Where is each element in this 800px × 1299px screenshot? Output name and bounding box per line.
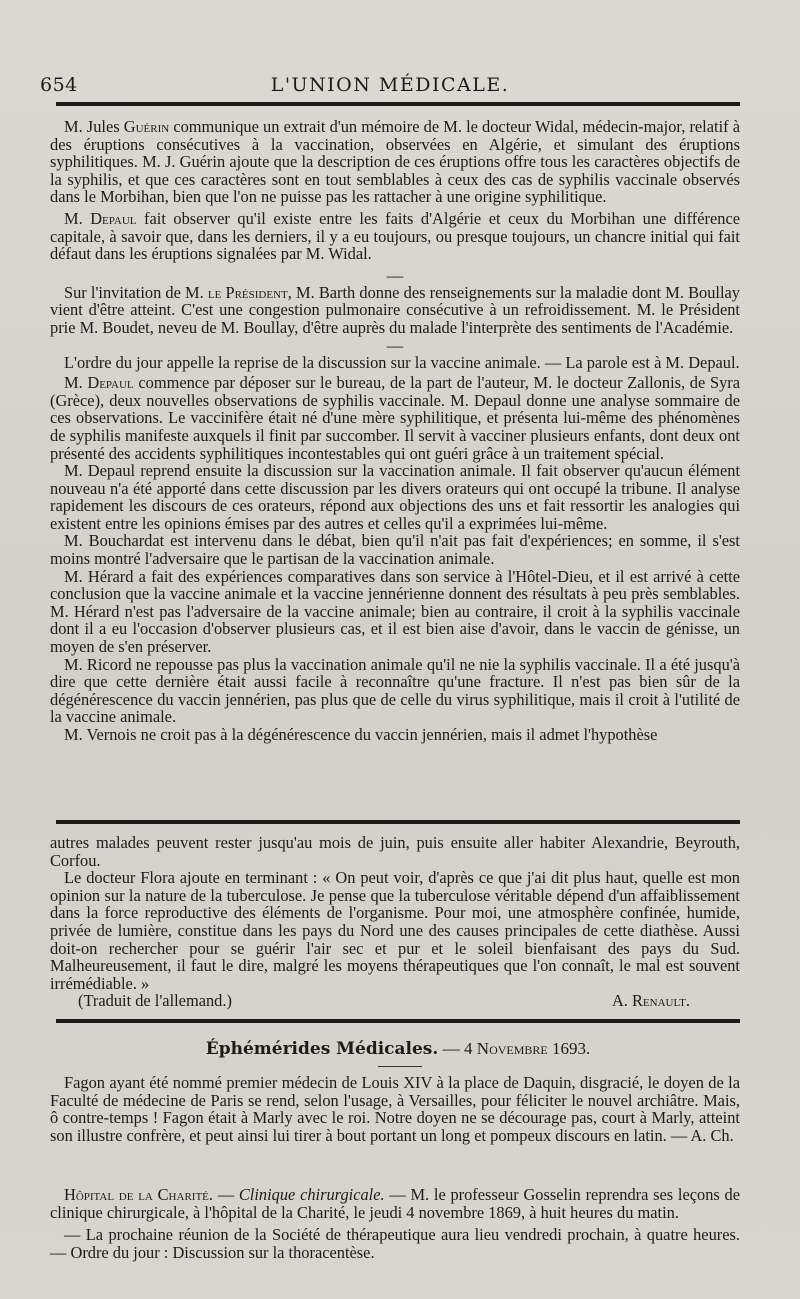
speaker-name: le Président [207, 282, 288, 302]
paragraph-bouchardat: M. Bouchardat est intervenu dans le débat, bien qu'il n'ait pas fait d'expériences; en somme, il s'est moins montré l'adversaire que le partisan de la vaccination animale. [50, 531, 740, 569]
section-dash: — [386, 265, 404, 285]
speaker-name: Depaul [90, 208, 137, 228]
page-header [40, 74, 740, 104]
signature-line [50, 992, 740, 1010]
academy-report [50, 118, 740, 744]
ephemerides-body [50, 1074, 740, 1144]
running-title: L'UNION MÉDICALE. [270, 74, 510, 96]
column-break-rule [56, 820, 740, 824]
paragraph-flora: Le docteur Flora ajoute en terminant : « On peut voir, d'après ce que j'ai dit plus haut, quelle est mon opinion sur la nature de la tuberculose. Je pense que la tuberculose véritable dépend d'un affaiblissement dans la force reproductive des éléments de l'organisme. Pour moi, une atmosphère confinée, humide, privée de lumière, constitue dans les pays du Nord une des causes principales de cette diathèse. Aussi doit-on rechercher pour se guérir l'air sec et pur et le soleil bienfaisant des pays du Sud. Malheureusement, il faut le dire, malgré les moyens thérapeutiques que l'on connaît, le mal est souvent irrémédiable. » [50, 868, 740, 993]
ephemerides-separator [378, 1066, 422, 1067]
paragraph-president: Sur l'invitation de M. le Président, M. Barth donne des renseignements sur la maladie dont M. Boullay vient d'être atteint. C'est une congestion pulmonaire consécutive à un refroidissement. M. le Président prie M. Boudet, neveu de M. Boullay, d'être auprès du malade l'interprète des sentiments de l'Académie. [50, 282, 740, 337]
header-rule [56, 102, 740, 106]
ephemerides-date: — 4 Novembre 1693. [442, 1039, 591, 1058]
speaker-name: Guérin [123, 117, 170, 136]
paragraph-order-of-day: L'ordre du jour appelle la reprise de la discussion sur la vaccine animale. — La parole est à M. Depaul. [64, 352, 740, 372]
paragraph-depaul-observations: M. Depaul commence par déposer sur le bureau, de la part de l'auteur, M. le docteur Zallonis, de Syra (Grèce), deux nouvelles observations de syphilis vaccinale. M. Depaul donne une analyse sommaire de ces observations. Le vaccinifère était né d'une mère syphilitique, et présenta lui-même des phénomènes de syphilis manifeste auxquels il finit par succomber. Il servit à vacciner plusieurs enfants, dont deux ont présenté des accidents syphilitiques incontestables qui ont guéri grâce à un traitement spécial. [50, 373, 740, 463]
ephemerides-heading [56, 1038, 740, 1059]
paragraph-depaul-reply: M. Depaul fait observer qu'il existe entre les faits d'Algérie et ceux du Morbihan une différence capitale, à savoir que, dans les derniers, il y a eu toujours, ou presque toujours, un chancre initial qui fait défaut dans les éruptions signalées par M. Widal. [50, 208, 740, 264]
paragraph-depaul-discussion: M. Depaul reprend ensuite la discussion sur la vaccination animale. Il fait observer qu'aucun élément nouveau n'a été apporté dans cette discussion par les divers orateurs qui ont occupé la tribune. Il analyse rapidement les discours de ces orateurs, répond aux objections des uns et fait ressortir les analogies qui existent entre les opinions émises par des autres et celles qu'il a exprimées lui-même. [50, 461, 740, 533]
translated-article [50, 834, 740, 1010]
paragraph-vernois: M. Vernois ne croit pas à la dégénérescence du vaccin jennérien, mais il admet l'hypothèse [64, 725, 658, 744]
translation-note: (Traduit de l'allemand.) [78, 991, 232, 1011]
paragraph-ricord: M. Ricord ne repousse pas plus la vaccination animale qu'il ne nie la syphilis vaccinale. Il a été jusqu'à dire que cette dernière était aussi facile à reconnaître qu'une fracture. Il n'est pas bien sûr de la dégénérescence du vaccin jennérien, pas plus que de celle du virus syphilitique, mais il croit à l'utilité de la vaccine animale. [50, 654, 740, 727]
ephemerides-rule [56, 1019, 740, 1023]
notice-therapeutique: — La prochaine réunion de la Société de thérapeutique aura lieu vendredi prochain, à quatre heures. — Ordre du jour : Discussion sur la thoracentèse. [50, 1225, 740, 1262]
notices [50, 1186, 740, 1261]
paragraph-continuation: autres malades peuvent rester jusqu'au mois de juin, puis ensuite aller habiter Alexandrie, Beyrouth, Corfou. [50, 833, 740, 870]
paragraph-fagon: Fagon ayant été nommé premier médecin de Louis XIV à la place de Daquin, disgracié, le doyen de la Faculté de médecine de Paris se rend, selon l'usage, à Versailles, pour féliciter le nouvel archiâtre. Mais, ô contre-temps ! Fagon était à Marly avec le roi. Notre doyen ne se décourage pas, court à Marly, atteint son illustre confrère, et peut ainsi lui tirer à bout portant un long et pompeux discours en latin. — A. Ch. [50, 1073, 740, 1145]
paragraph-herard: M. Hérard a fait des expériences comparatives dans son service à l'Hôtel-Dieu, et il est arrivé à cette conclusion que la vaccine animale et la vaccine jennérienne donnent des résultats à peu près semblables. M. Hérard n'est pas l'adversaire de la vaccine animale; bien au contraire, il croit à la syphilis vaccinale dont il a eu l'occasion d'observer plusieurs cas, et il est bien aise d'avoir, dans le vaccin de génisse, un moyen de s'en préserver. [50, 566, 740, 657]
speaker-name: Depaul [87, 373, 134, 393]
author-signature: A. Renault. [611, 991, 690, 1011]
page-number: 654 [40, 74, 78, 96]
ephemerides-title: Éphémérides Médicales. [205, 1039, 439, 1059]
notice-hospital: Hôpital de la Charité. [64, 1185, 213, 1204]
notice-charite: Hôpital de la Charité. — Clinique chirurgicale. — M. le professeur Gosselin reprendra ses leçons de clinique chirurgicale, à l'hôpital de la Charité, le jeudi 4 novembre 1869, à huit heures du matin. [50, 1185, 740, 1222]
section-dash: — [386, 335, 404, 355]
paragraph-guerin: M. Jules Guérin communique un extrait d'un mémoire de M. le docteur Widal, médecin-major, relatif à des éruptions consécutives à la vaccination, observées en Algérie, et simulant des éruptions syphilitiques. M. J. Guérin ajoute que la description de ces éruptions offre tous les caractères objectifs de la syphilis, et que ces caractères sont en tout semblables à ceux des cas de syphilis vaccinale observés dans le Morbihan, bien que l'on ne puisse pas les rattacher à une origine syphilitique. [50, 117, 740, 207]
notice-course: Clinique chirurgicale. [238, 1185, 385, 1204]
